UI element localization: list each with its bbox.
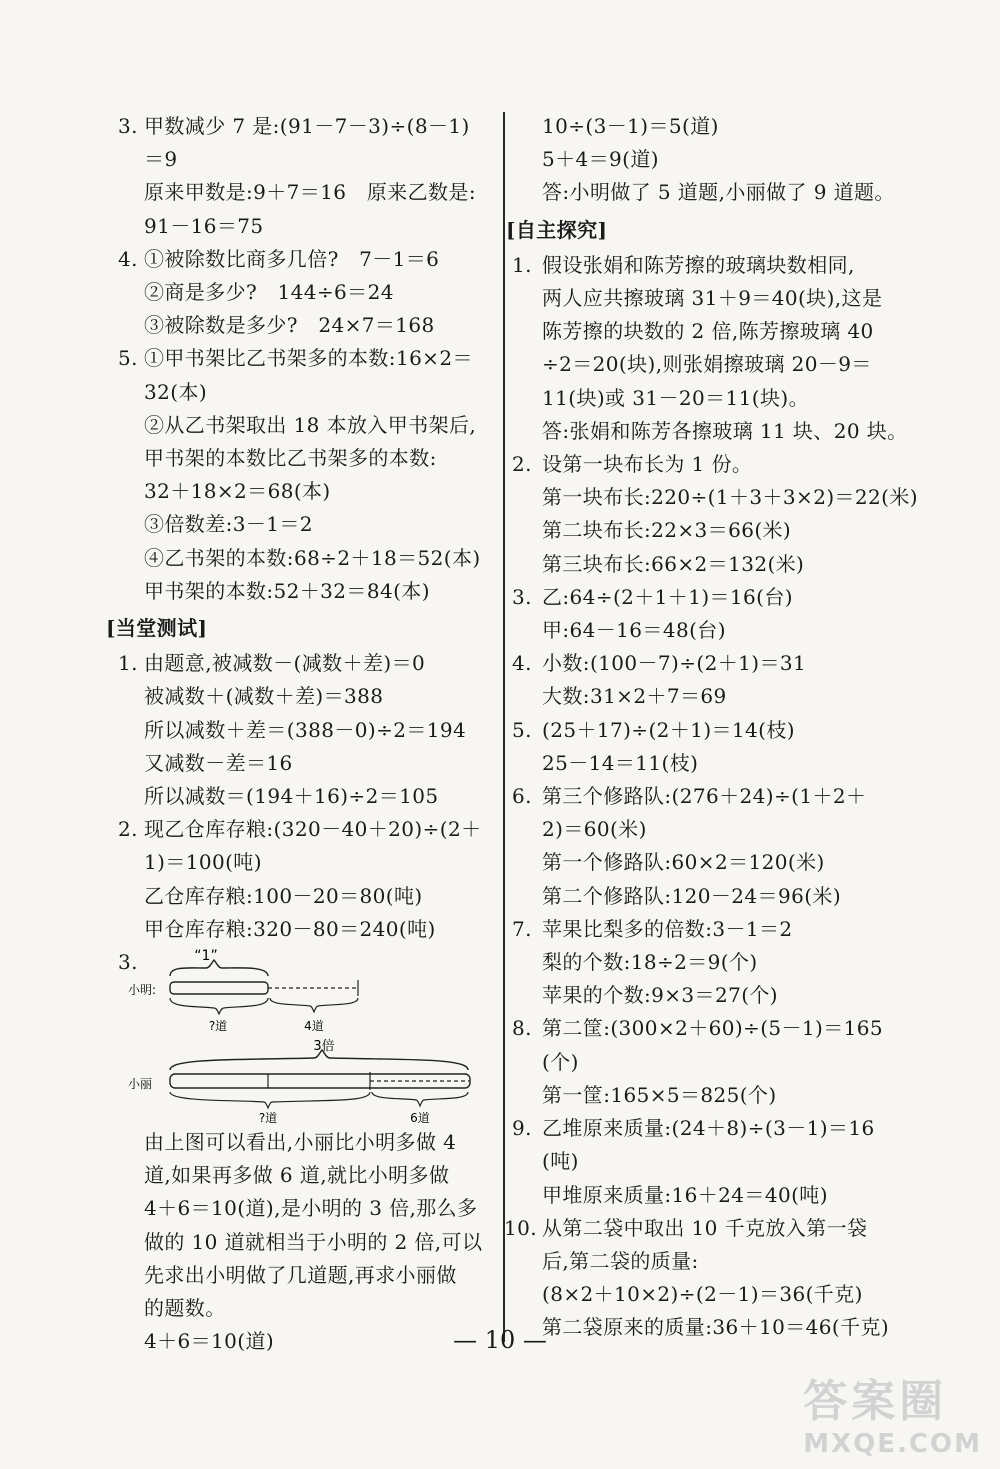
xiaoming-bottom-brace	[170, 998, 268, 1014]
line-segment-diagram	[118, 946, 498, 1126]
answer-line: 6. 第三个修路队:(276＋24)÷(1＋2＋	[512, 780, 912, 813]
answer-line: 被减数＋(减数＋差)＝388	[144, 684, 384, 709]
q-label-1: ?道	[208, 1019, 228, 1034]
question-number: 4.	[118, 246, 138, 271]
answer-line: 32(本)	[144, 379, 208, 404]
answer-line: 陈芳擦的块数的 2 倍,陈芳擦玻璃 40	[542, 319, 874, 344]
six-label: 6道	[410, 1111, 430, 1126]
answer-line: 所以减数＋差＝(388－0)÷2＝194	[144, 717, 467, 742]
answer-line: 甲:64－16＝48(台)	[542, 618, 726, 643]
answer-line: 甲堆原来质量:16＋24＝40(吨)	[542, 1182, 828, 1207]
answer-line: 道,如果再多做 6 道,就比小明多做	[144, 1163, 450, 1188]
xiaoli-bottom-brace-2	[372, 1092, 468, 1106]
answer-line: 25－14＝11(枝)	[542, 750, 699, 775]
answer-line: 甲书架的本数:52＋32＝84(本)	[144, 578, 430, 603]
answer-line: 原来甲数是:9＋7＝16 原来乙数是:	[144, 180, 476, 205]
answer-line: ÷2＝20(块),则张娟擦玻璃 20－9＝	[542, 352, 872, 377]
question-number: 4.	[512, 651, 532, 676]
answer-line: 32＋18×2＝68(本)	[144, 479, 331, 504]
xiaoli-segment	[170, 1074, 470, 1088]
segment-diagram-svg	[118, 946, 498, 1126]
answer-line: 1. 由题意,被减数－(减数＋差)＝0	[118, 647, 498, 680]
answer-line: 2)＝60(米)	[542, 817, 647, 842]
answer-line: 1)＝100(吨)	[144, 850, 262, 875]
question-number: 5.	[512, 717, 532, 742]
answer-line: ＝9	[144, 147, 178, 172]
answer-line: 所以减数＝(194＋16)÷2＝105	[144, 784, 439, 809]
question-number: 7.	[512, 916, 532, 941]
right-column	[504, 110, 918, 1345]
question-number: 1.	[118, 651, 138, 676]
page-number: — 10 —	[453, 1326, 547, 1354]
section-heading: [当堂测试]	[106, 616, 208, 641]
question-number: 5.	[118, 346, 138, 371]
answer-line: 5＋4＝9(道)	[542, 147, 659, 172]
answer-line: ②商是多少? 144÷6＝24	[144, 280, 394, 305]
xiaoli-bottom-brace-1	[170, 1092, 370, 1108]
section-heading: [自主探究]	[506, 217, 608, 242]
answer-line: ③倍数差:3－1＝2	[144, 512, 313, 537]
answer-line: 5. (25＋17)÷(2＋1)＝14(枝)	[512, 714, 912, 747]
answer-line: 第二袋原来的质量:36＋10＝46(千克)	[542, 1315, 890, 1340]
answer-line: ②从乙书架取出 18 本放入甲书架后,	[144, 412, 477, 437]
question-number: 2.	[512, 452, 532, 477]
answer-line: 的题数。	[144, 1296, 226, 1321]
question-number: 2.	[118, 817, 138, 842]
answer-line: 答:小明做了 5 道题,小丽做了 9 道题。	[542, 180, 895, 205]
answer-line: 7. 苹果比梨多的倍数:3－1＝2	[512, 913, 912, 946]
q-label-2: ?道	[258, 1111, 278, 1126]
answer-line: 5. ①甲书架比乙书架多的本数:16×2＝	[118, 342, 498, 375]
answer-line: 第二个修路队:120－24＝96(米)	[542, 883, 842, 908]
answer-line: 10. 从第二袋中取出 10 千克放入第一袋	[512, 1212, 912, 1245]
answer-line: 两人应共擦玻璃 31＋9＝40(块),这是	[542, 286, 883, 311]
answer-line: 10÷(3－1)＝5(道)	[542, 114, 719, 138]
answer-line: 1. 假设张娟和陈芳擦的玻璃块数相同,	[512, 249, 912, 282]
question-number: 3.	[118, 114, 138, 138]
watermark-logo: 答案圈	[803, 1376, 948, 1427]
question-number: 6.	[512, 784, 532, 809]
answer-line: 第一个修路队:60×2＝120(米)	[542, 850, 825, 875]
watermark	[803, 1365, 982, 1459]
answer-line: 3. 甲数减少 7 是:(91－7－3)÷(8－1)	[118, 110, 498, 143]
answer-line: 11(块)或 31－20＝11(块)。	[542, 385, 809, 410]
answer-line: ③被除数是多少? 24×7＝168	[144, 313, 435, 338]
answer-line: 第二块布长:22×3＝66(米)	[542, 518, 792, 543]
answer-line: 后,第二袋的质量:	[542, 1248, 699, 1273]
answer-line: 先求出小明做了几道题,再求小丽做	[144, 1262, 457, 1287]
answer-line: 4＋6＝10(道),是小明的 3 倍,那么多	[144, 1196, 478, 1221]
column-divider	[503, 112, 505, 1342]
answer-line: 大数:31×2＋7＝69	[542, 684, 727, 709]
answer-line: 2. 设第一块布长为 1 份。	[512, 448, 912, 481]
answer-line: 由上图可以看出,小丽比小明多做 4	[144, 1130, 457, 1155]
answer-line: 梨的个数:18÷2＝9(个)	[542, 950, 758, 975]
watermark-url: MXQE.COM	[803, 1429, 982, 1459]
answer-line: 乙仓库存粮:100－20＝80(吨)	[144, 883, 423, 908]
answer-line: 答:张娟和陈芳各擦玻璃 11 块、20 块。	[542, 418, 908, 443]
answer-line: 苹果的个数:9×3＝27(个)	[542, 983, 778, 1008]
answer-line: 3. 乙:64÷(2＋1＋1)＝16(台)	[512, 581, 912, 614]
answer-line: (吨)	[542, 1149, 579, 1174]
answer-line: 4. ①被除数比商多几倍? 7－1＝6	[118, 243, 498, 276]
three-times-label: 3倍	[313, 1039, 335, 1055]
answer-line: 91－16＝75	[144, 213, 264, 238]
answer-line: 2. 现乙仓库存粮:(320－40＋20)÷(2＋	[118, 813, 498, 846]
xiaoming-label: 小明:	[128, 983, 157, 998]
left-column	[106, 110, 498, 1359]
answer-line: 4＋6＝10(道)	[144, 1329, 275, 1354]
question-number: 3.	[512, 584, 532, 609]
question-number: 9.	[512, 1116, 532, 1141]
answer-line: 甲书架的本数比乙书架多的本数:	[144, 446, 437, 471]
answer-line: 第三块布长:66×2＝132(米)	[542, 551, 805, 576]
xiaoming-segment	[170, 982, 268, 994]
answer-line: ④乙书架的本数:68÷2＋18＝52(本)	[144, 545, 481, 570]
answer-line: 8. 第二筐:(300×2＋60)÷(5－1)＝165	[512, 1012, 912, 1045]
top-brace	[170, 960, 268, 976]
question-number: 8.	[512, 1016, 532, 1041]
question-number: 1.	[512, 252, 532, 277]
question-number: 10.	[504, 1215, 538, 1240]
answer-line: 甲仓库存粮:320－80＝240(吨)	[144, 916, 436, 941]
answer-line: 9. 乙堆原来质量:(24＋8)÷(3－1)＝16	[512, 1112, 912, 1145]
answer-line: 4. 小数:(100－7)÷(2＋1)＝31	[512, 647, 912, 680]
answer-line: 又减数－差＝16	[144, 750, 293, 775]
xiaoli-label: 小丽	[128, 1077, 153, 1092]
answer-line: 第一块布长:220÷(1＋3＋3×2)＝22(米)	[542, 485, 918, 510]
question-number: 3.	[118, 950, 138, 975]
answer-line: 第一筐:165×5＝825(个)	[542, 1082, 777, 1107]
answer-line: (8×2＋10×2)÷(2－1)＝36(千克)	[542, 1282, 863, 1307]
one-part-label: “1”	[194, 948, 218, 965]
answer-line: (个)	[542, 1049, 579, 1074]
four-label: 4道	[304, 1019, 324, 1034]
extra-bottom-brace	[270, 998, 358, 1012]
answer-line: 做的 10 道就相当于小明的 2 倍,可以	[144, 1229, 483, 1254]
